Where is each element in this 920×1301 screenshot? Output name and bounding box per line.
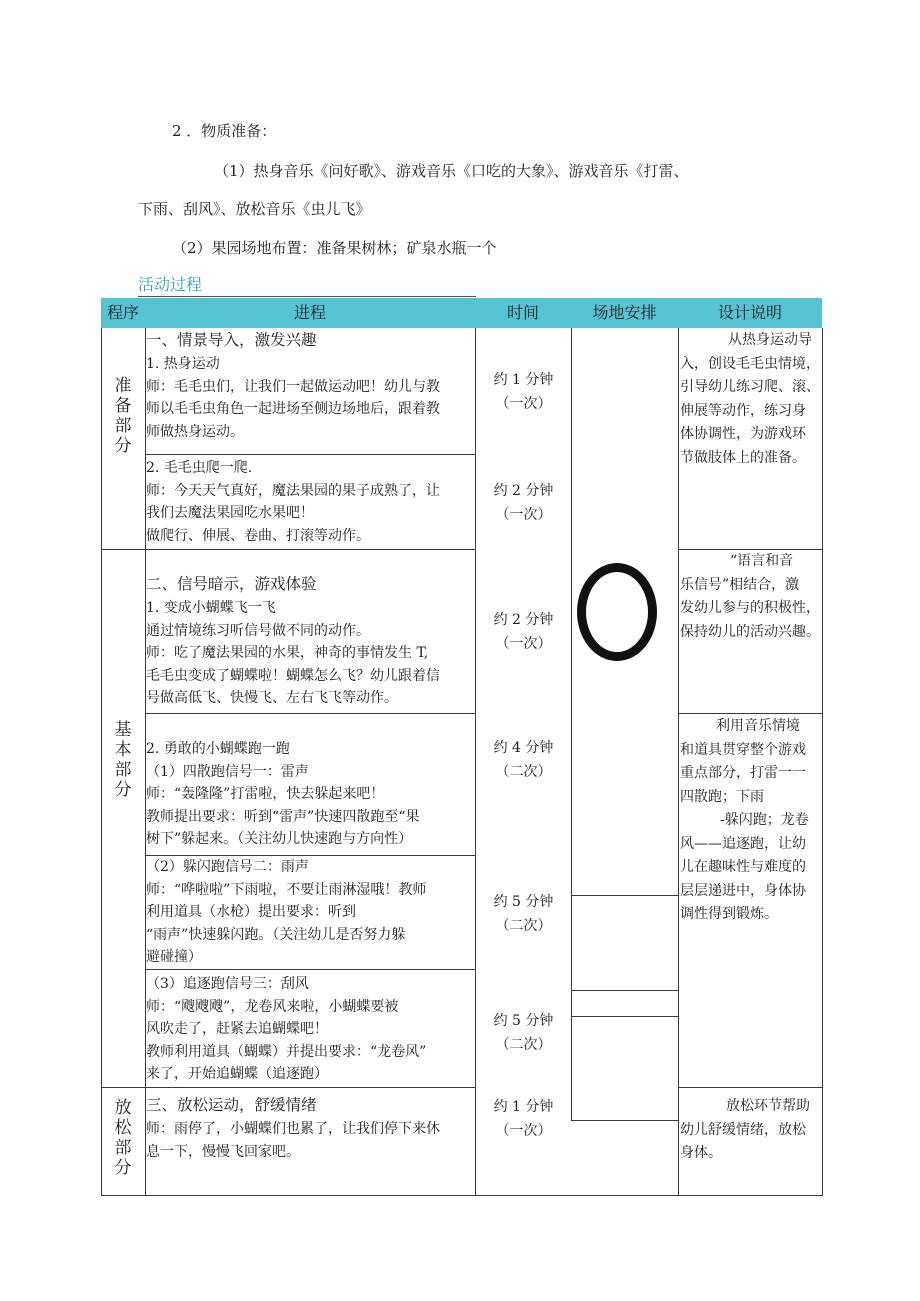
- process-line: 师做热身运动。: [146, 423, 244, 440]
- process-line: “雨声”快速躲闪跑。（关注幼儿是否努力躲: [146, 926, 406, 943]
- note-line: 节做肢体上的准备。: [680, 449, 806, 466]
- note-line: 体协调性，为游戏环: [680, 426, 806, 442]
- stage-basic: 基本部分: [114, 720, 132, 800]
- repeat-count: （一次）: [495, 507, 552, 523]
- note-line: 幼儿舒缓情绪，放松: [680, 1121, 806, 1138]
- process-line: 号做高低飞、快慢飞、左右飞飞等动作。: [146, 690, 398, 706]
- process-line: 做爬行、伸展、卷曲、打滚等动作。: [146, 527, 370, 544]
- process-row: [146, 856, 474, 968]
- process-line: 2. 毛毛虫爬一爬.: [146, 460, 253, 476]
- materials-item-1: （1）热身音乐《问好歌》、游戏音乐《口吃的大象》、游戏音乐《打雷、: [214, 162, 689, 180]
- note-line: -躲闪跑；龙卷: [720, 812, 809, 828]
- process-line: 师：今天天气真好，魔法果园的果子成熟了，让: [146, 482, 440, 499]
- duration: 约 5 分钟: [493, 894, 554, 910]
- note-line: 调性得到锻炼。: [680, 906, 778, 922]
- process-line: （2）躲闪跑信号二：雨声: [146, 859, 309, 875]
- design-note: [680, 550, 822, 644]
- stage-relax: 放松部分: [114, 1098, 132, 1178]
- section-underline: [138, 296, 476, 297]
- time-cell: [476, 479, 571, 527]
- process-line: 师：“哗啦啦”下雨啦，不要让雨淋湿哦！教师: [146, 881, 427, 898]
- process-line: 树下”躲起来。（关注幼儿快速跑与方向性）: [146, 831, 413, 847]
- process-line: 师以毛毛虫角色一起进场至侧边场地后，跟着教: [146, 401, 440, 417]
- process-line: 师：吃了魔法果园的水果，神奇的事情发生 T,: [146, 645, 429, 661]
- design-note: [680, 715, 822, 927]
- time-cell: [476, 890, 571, 938]
- note-line: “语言和音: [730, 553, 794, 569]
- note-line: 从热身运动导: [728, 332, 812, 348]
- time-cell: [476, 608, 571, 656]
- repeat-count: （二次）: [495, 1037, 552, 1053]
- header-time: 时间: [506, 303, 539, 322]
- process-row: [146, 1093, 474, 1163]
- repeat-count: （一次）: [495, 396, 552, 412]
- part-title: 一、情景导入，激发兴趣: [146, 331, 317, 349]
- note-line: 放松环节帮助: [726, 1098, 810, 1114]
- header-process: 进程: [293, 303, 326, 322]
- process-line: 毛毛虫变成了蝴蝶啦！蝴蝶怎么飞？幼儿跟着信: [146, 667, 440, 684]
- note-line: 重点部分，打雷一一: [680, 765, 806, 781]
- process-line: 师：“飕飕飕”，龙卷风来啦，小蝴蝶要被: [146, 998, 399, 1015]
- process-line: 师：“轰隆隆”打雷啦，快去躲起来吧！: [146, 786, 385, 802]
- design-note: [680, 329, 822, 470]
- repeat-count: （一次）: [495, 636, 552, 652]
- process-row: [146, 738, 474, 851]
- design-note: [680, 1095, 822, 1166]
- duration: 约 5 分钟: [493, 1013, 554, 1029]
- duration: 约 4 分钟: [493, 740, 554, 756]
- process-line: （3）追逐跑信号三：刮风: [146, 976, 309, 992]
- process-line: 教师利用道具（蝴蝶）并提出要求：“龙卷风”: [146, 1043, 427, 1060]
- note-line: 发幼儿参与的积极性，: [680, 600, 820, 616]
- part-title: 二、信号暗示，游戏体验: [146, 575, 317, 593]
- materials-item-2: （2）果园场地布置：准备果树林；矿泉水瓶一个: [172, 239, 497, 257]
- duration: 约 2 分钟: [493, 612, 554, 628]
- process-line: 风吹走了，赶紧去追蝴蝶吧！: [146, 1021, 328, 1037]
- note-line: 伸展等动作，练习身: [680, 402, 806, 419]
- process-line: 利用道具（水枪）提出要求：听到: [146, 904, 356, 920]
- note-line: 入，创设毛毛虫情境，: [680, 355, 820, 372]
- time-cell: [476, 1009, 571, 1057]
- note-line: 乐信号”相结合，激: [680, 576, 800, 593]
- process-line: 师：毛毛虫们，让我们一起做运动吧！幼儿与教: [146, 378, 440, 395]
- process-line: 避碰撞）: [146, 949, 202, 965]
- note-line: 和道具贯穿整个游戏: [680, 741, 806, 758]
- process-line: 1. 变成小蝴蝶飞一飞: [146, 600, 276, 616]
- process-line: 教师提出要求：听到“雷声”快速四散跑至“果: [146, 808, 420, 825]
- time-cell: [476, 1095, 571, 1143]
- header-venue: 场地安排: [592, 303, 657, 322]
- process-row: [146, 457, 474, 547]
- process-line: 1. 热身运动: [146, 356, 220, 372]
- repeat-count: （二次）: [495, 764, 552, 780]
- process-line: 来了，开始追蝴蝶（追逐跑）: [146, 1066, 328, 1082]
- section-title: 活动过程: [138, 275, 203, 294]
- header-design: 设计说明: [717, 303, 782, 322]
- duration: 约 1 分钟: [493, 372, 554, 388]
- process-line: （1）四散跑信号一：雷声: [146, 763, 309, 780]
- time-cell: [476, 368, 571, 416]
- header-stage: 程序: [106, 303, 139, 322]
- venue-mark: [577, 563, 657, 661]
- materials-item-1-cont: 下雨、刮风》、放松音乐《虫儿飞》: [138, 200, 371, 218]
- part-title: 三、放松运动，舒缓情绪: [146, 1096, 317, 1114]
- process-row: [146, 572, 474, 710]
- note-line: 风——追逐跑，让幼: [680, 835, 806, 852]
- duration: 约 1 分钟: [493, 1099, 554, 1115]
- repeat-count: （二次）: [495, 918, 552, 934]
- duration: 约 2 分钟: [493, 483, 554, 499]
- process-row: [146, 328, 474, 443]
- note-line: 身体。: [680, 1145, 722, 1161]
- process-line: 我们去魔法果园吃水果吧！: [146, 505, 314, 521]
- repeat-count: （一次）: [495, 1123, 552, 1139]
- process-line: 通过情境练习听信号做不同的动作。: [146, 622, 370, 639]
- note-line: 层层递进中，身体协: [680, 882, 806, 899]
- note-line: 利用音乐情境: [716, 718, 800, 734]
- process-line: 息一下，慢慢飞回家吧。: [146, 1143, 300, 1160]
- process-line: 2. 勇敢的小蝴蝶跑一跑: [146, 741, 290, 757]
- stage-prepare: 准备部分: [114, 376, 132, 456]
- time-cell: [476, 736, 571, 784]
- note-line: 儿在趣味性与难度的: [680, 859, 806, 875]
- materials-heading: 2 ．物质准备：: [172, 122, 277, 140]
- note-line: 四散跑；下雨: [680, 788, 764, 805]
- process-line: 师：雨停了，小蝴蝶们也累了，让我们停下来休: [146, 1121, 440, 1137]
- note-line: 保持幼儿的活动兴趣。: [680, 623, 820, 640]
- note-line: 引导幼儿练习爬、滚、: [680, 379, 820, 395]
- process-row: [146, 973, 474, 1086]
